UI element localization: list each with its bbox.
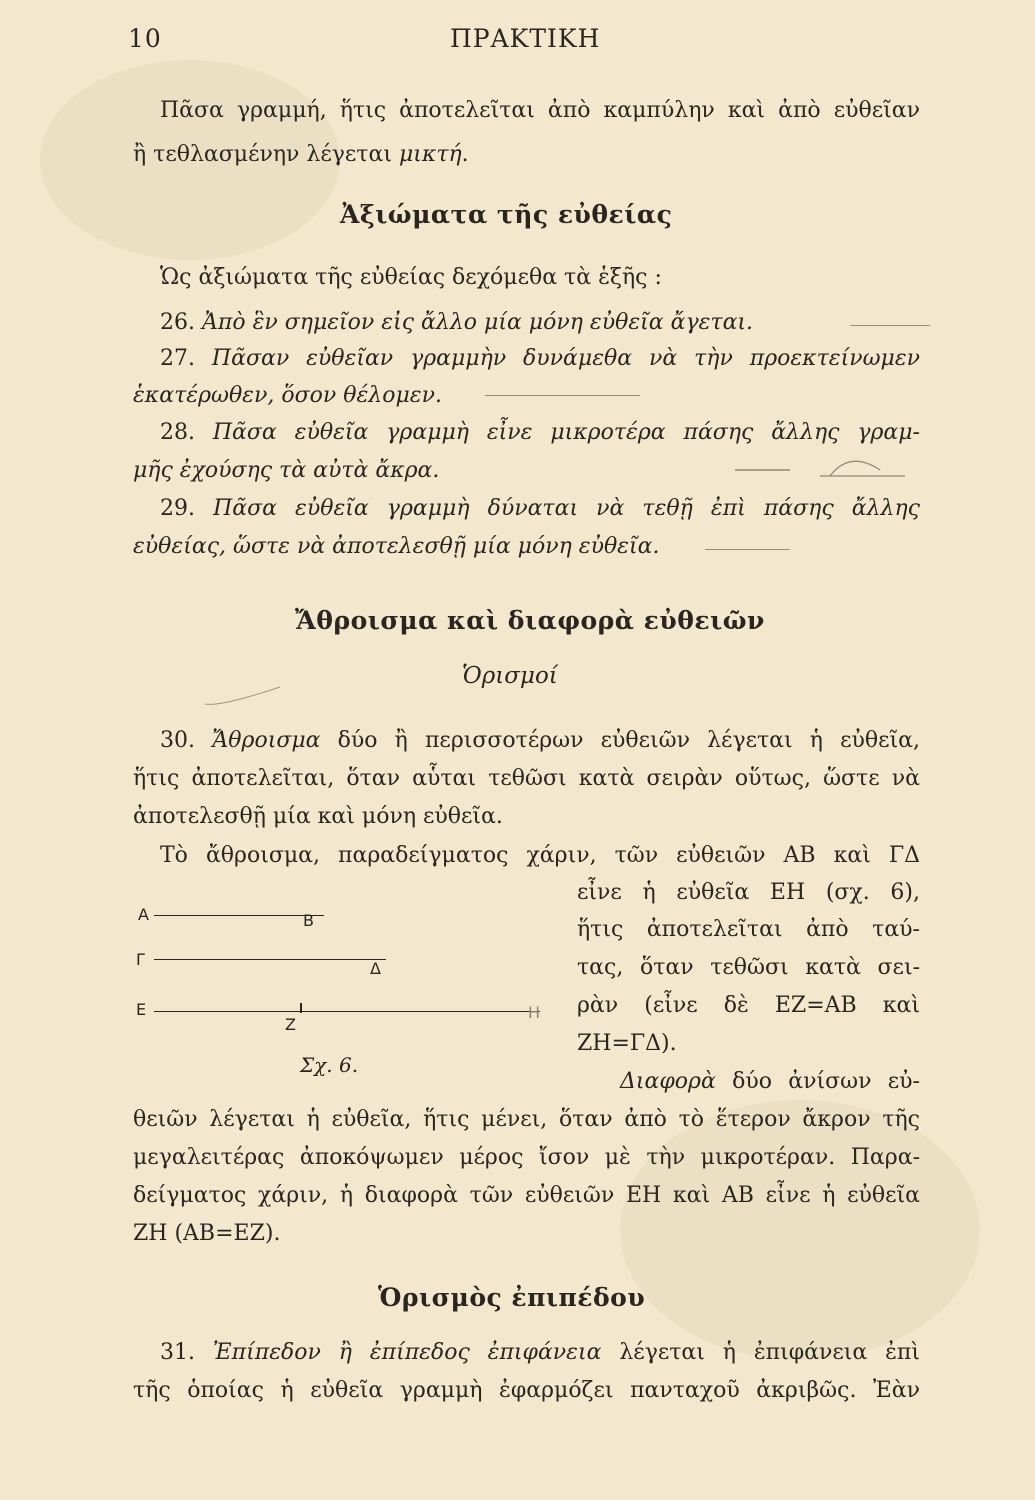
fig-label-a: Α xyxy=(138,905,149,924)
def-30-line-3: ἀποτελεσθῇ μία καὶ μόνη εὐθεῖα. xyxy=(133,804,503,829)
fig-label-g: Γ xyxy=(136,950,145,969)
term-sum: Ἄθροισμα xyxy=(212,728,321,753)
segment-ab xyxy=(154,915,324,916)
axiom-27-line-2: ἑκατέρωθεν, ὅσον θέλομεν. xyxy=(133,383,442,408)
segment-eh xyxy=(154,1011,540,1012)
example-col-4: ρὰν (εἶνε δὲ ΕΖ=ΑΒ καὶ xyxy=(577,993,920,1018)
axioms-lead: Ὡς ἀξιώματα τῆς εὐθείας δεχόμεθα τὰ ἑξῆς : xyxy=(160,265,662,290)
example-line-d: ΖΗ (ΑΒ=ΕΖ). xyxy=(133,1221,281,1246)
def-31-line-1: 31. Ἐπίπεδον ἢ ἐπίπεδος ἐπιφάνεια λέγεται ἡ ἐπιφάνεια ἐπὶ xyxy=(160,1340,921,1365)
def-30-line-1: 30. Ἄθροισμα δύο ἢ περισσοτέρων εὐθειῶν λέγεται ἡ εὐθεῖα, xyxy=(160,728,920,753)
axiom-27-line-1: 27. Πᾶσαν εὐθεῖαν γραμμὴν δυνάμεθα νὰ τὴν προεκτείνωμεν xyxy=(160,346,921,371)
pencil-sketch-line xyxy=(485,395,640,396)
axiom-28-line-1: 28. Πᾶσα εὐθεῖα γραμμὴ εἶνε μικροτέρα πάσης ἄλλης γραμ- xyxy=(160,420,920,445)
term-difference: Διαφορὰ xyxy=(620,1069,716,1094)
segment-gd xyxy=(154,959,386,960)
point-z-tick xyxy=(300,1003,302,1013)
pencil-sketch-line xyxy=(850,325,930,326)
axiom-26: 26. Ἀπὸ ἓν σημεῖον εἰς ἄλλο μία μόνη εὐθεῖα ἄγεται. xyxy=(160,310,754,335)
fig-label-z: Ζ xyxy=(285,1015,296,1034)
term-plane: Ἐπίπεδον ἢ ἐπίπεδος ἐπιφάνεια xyxy=(212,1340,602,1365)
example-col-5: ΖΗ=ΓΔ). xyxy=(577,1031,677,1056)
example-col-1: εἶνε ἡ εὐθεῖα ΕΗ (σχ. 6), xyxy=(577,880,920,905)
page-number: 10 xyxy=(128,24,162,53)
subheading-definitions: Ὁρισμοί xyxy=(462,663,558,689)
fig-label-b: Β xyxy=(303,911,314,930)
running-title: ΠΡΑΚΤΙΚΗ xyxy=(450,24,601,53)
fig-label-h: Η xyxy=(528,1003,541,1022)
paper-stain xyxy=(620,1100,980,1360)
axiom-29-line-1: 29. Πᾶσα εὐθεῖα γραμμὴ δύναται νὰ τεθῇ ἐπὶ πάσης ἄλλης xyxy=(160,496,920,521)
def-30-line-2: ἥτις ἀποτελεῖται, ὅταν αὗται τεθῶσι κατὰ σειρὰν οὕτως, ὥστε νὰ xyxy=(133,766,920,791)
heading-plane-definition: Ὁρισμὸς ἐπιπέδου xyxy=(378,1283,646,1312)
heading-sum-difference: Ἄθροισμα καὶ διαφορὰ εὐθειῶν xyxy=(295,606,765,635)
intro-line-1: Πᾶσα γραμμή, ἥτις ἀποτελεῖται ἀπὸ καμπύλην καὶ ἀπὸ εὐθεῖαν xyxy=(160,98,920,123)
pencil-sketch-triangle xyxy=(730,440,910,485)
fig-label-e: Ε xyxy=(136,1000,147,1019)
heading-axioms: Ἀξιώματα τῆς εὐθείας xyxy=(340,200,673,229)
example-line-1: Τὸ ἄθροισμα, παραδείγματος χάριν, τῶν εὐθειῶν ΑΒ καὶ ΓΔ xyxy=(160,843,920,868)
def-31-line-2: τῆς ὁποίας ἡ εὐθεῖα γραμμὴ ἐφαρμόζει πανταχοῦ ἀκριβῶς. Ἐὰν xyxy=(133,1378,920,1403)
fig-label-d: Δ xyxy=(370,959,381,978)
example-line-a: θειῶν λέγεται ἡ εὐθεῖα, ἥτις μένει, ὅταν ἀπὸ τὸ ἕτερον ἄκρον τῆς xyxy=(133,1107,920,1132)
term-mixed: μικτή xyxy=(398,142,462,167)
example-col-3: τας, ὅταν τεθῶσι κατὰ σει- xyxy=(577,955,920,980)
example-line-c: δείγματος χάριν, ἡ διαφορὰ τῶν εὐθειῶν ΕΗ καὶ ΑΒ εἶνε ἡ εὐθεῖα xyxy=(133,1183,920,1208)
axiom-28-line-2: μῆς ἐχούσης τὰ αὐτὰ ἄκρα. xyxy=(133,458,440,483)
pencil-mark xyxy=(200,682,290,712)
difference-definition-start: Διαφορὰ δύο ἀνίσων εὐ- xyxy=(620,1069,920,1094)
pencil-sketch-line xyxy=(705,549,790,550)
intro-line-2: ἢ τεθλασμένην λέγεται μικτή. xyxy=(133,142,469,167)
example-col-2: ἥτις ἀποτελεῖται ἀπὸ ταύ- xyxy=(577,917,920,942)
axiom-29-line-2: εὐθείας, ὥστε νὰ ἀποτελεσθῇ μία μόνη εὐθεῖα. xyxy=(133,534,660,559)
example-line-b: μεγαλειτέρας ἀποκόψωμεν μέρος ἴσον μὲ τὴν μικροτέραν. Παρα- xyxy=(133,1145,920,1170)
figure-6 xyxy=(130,895,550,1090)
figure-caption: Σχ. 6. xyxy=(300,1053,359,1077)
